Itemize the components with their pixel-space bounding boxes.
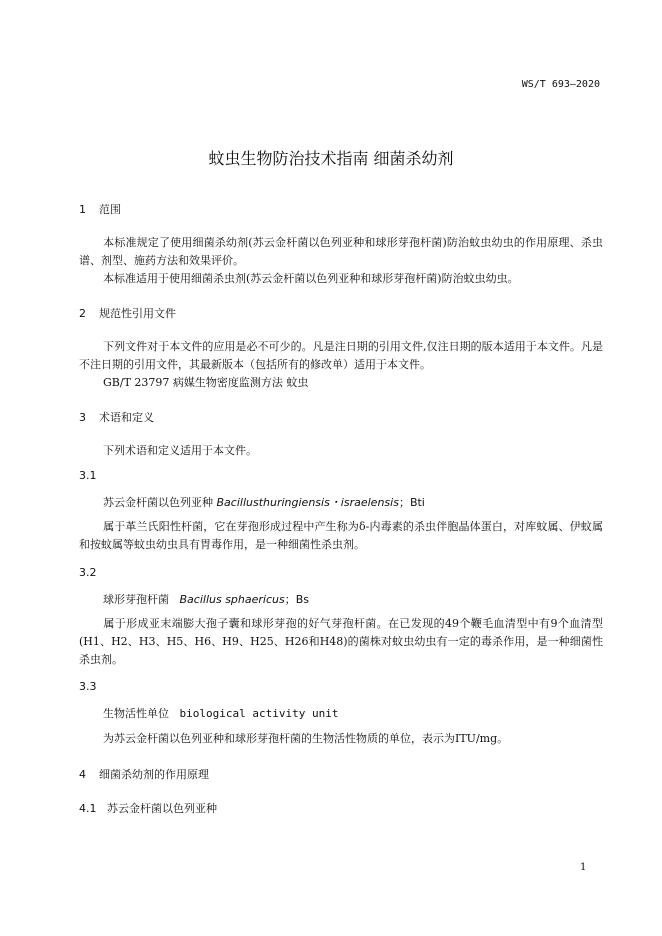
- normative-reference: GB/T 23797 病媒生物密度监测方法 蚊虫: [103, 376, 309, 389]
- section-title: 规范性引用文件: [99, 307, 176, 320]
- term-3-1-definition: [79, 518, 603, 554]
- paragraph-text: 本标准规定了使用细菌杀幼剂(苏云金杆菌以色列亚种和球形芽孢杆菌)防治蚊虫幼虫的作用原理、杀虫谱、剂型、施药方法和效果评价。: [79, 236, 603, 267]
- section-3-heading: [79, 409, 154, 425]
- term-zh: 球形芽孢杆菌: [103, 593, 169, 606]
- term-3-3-heading: [103, 705, 338, 721]
- term-latin: Bacillusthuringiensis・israelensis: [216, 496, 399, 509]
- section-1-paragraph-1: [79, 234, 603, 270]
- section-4-heading: [79, 766, 209, 782]
- section-3-intro: 下列术语和定义适用于本文件。: [103, 444, 257, 457]
- term-3-2-heading: [103, 591, 309, 607]
- term-3-2-definition: [79, 615, 603, 669]
- section-number: 1: [79, 203, 86, 216]
- term-abbr: ；Bs: [284, 593, 310, 606]
- section-4-1-heading: [79, 800, 217, 816]
- paragraph-text: 本标准适用于使用细菌杀虫剂(苏云金杆菌以色列亚种和球形芽孢杆菌)防治蚊虫幼虫。: [103, 272, 519, 285]
- term-abbr: ；Bti: [398, 496, 425, 509]
- term-en: biological activity unit: [179, 707, 339, 720]
- term-3-3-definition: 为苏云金杆菌以色列亚种和球形芽孢杆菌的生物活性物质的单位，表示为ITU/mg。: [103, 732, 509, 745]
- section-2-heading: [79, 305, 176, 321]
- section-1-heading: [79, 201, 121, 217]
- page-number: 1: [580, 862, 587, 873]
- section-number: 4.1: [79, 802, 97, 815]
- term-3-2-number: 3.2: [79, 566, 97, 579]
- section-2-paragraph-1: [79, 338, 603, 374]
- term-3-1-number: 3.1: [79, 469, 97, 482]
- section-title: 术语和定义: [99, 411, 154, 424]
- paragraph-text: 属于形成亚末端膨大孢子囊和球形芽孢的好气芽孢杆菌。在已发现的49个鞭毛血清型中有9个血清型(H1、H2、H3、H5、H6、H9、H25、H26和H48)的菌株对蚊虫幼虫有一定的毒杀作用，是一种细菌性杀虫剂。: [79, 617, 603, 666]
- term-latin: Bacillus sphaericus: [179, 593, 285, 606]
- term-3-3-number: 3.3: [79, 680, 97, 693]
- term-zh: 苏云金杆菌以色列亚种: [103, 496, 213, 509]
- paragraph-text: 属于革兰氏阳性杆菌，它在芽孢形成过程中产生称为δ-内毒素的杀虫伴胞晶体蛋白，对库蚊属、伊蚊属和按蚊属等蚊虫幼虫具有胃毒作用，是一种细菌性杀虫剂。: [79, 520, 603, 551]
- document-title: 蚊虫生物防治技术指南 细菌杀幼剂: [208, 149, 454, 168]
- section-1-paragraph-2: [79, 270, 603, 288]
- standard-number: WS/T 693—2020: [521, 79, 600, 90]
- paragraph-text: 下列文件对于本文件的应用是必不可少的。凡是注日期的引用文件,仅注日期的版本适用于本文件。凡是不注日期的引用文件，其最新版本（包括所有的修改单）适用于本文件。: [79, 340, 603, 371]
- section-number: 3: [79, 411, 86, 424]
- section-title: 范围: [99, 203, 121, 216]
- term-zh: 生物活性单位: [103, 707, 169, 720]
- section-number: 2: [79, 307, 86, 320]
- term-3-1-heading: [103, 494, 425, 510]
- section-title: 苏云金杆菌以色列亚种: [107, 802, 217, 815]
- section-title: 细菌杀幼剂的作用原理: [99, 768, 209, 781]
- section-number: 4: [79, 768, 86, 781]
